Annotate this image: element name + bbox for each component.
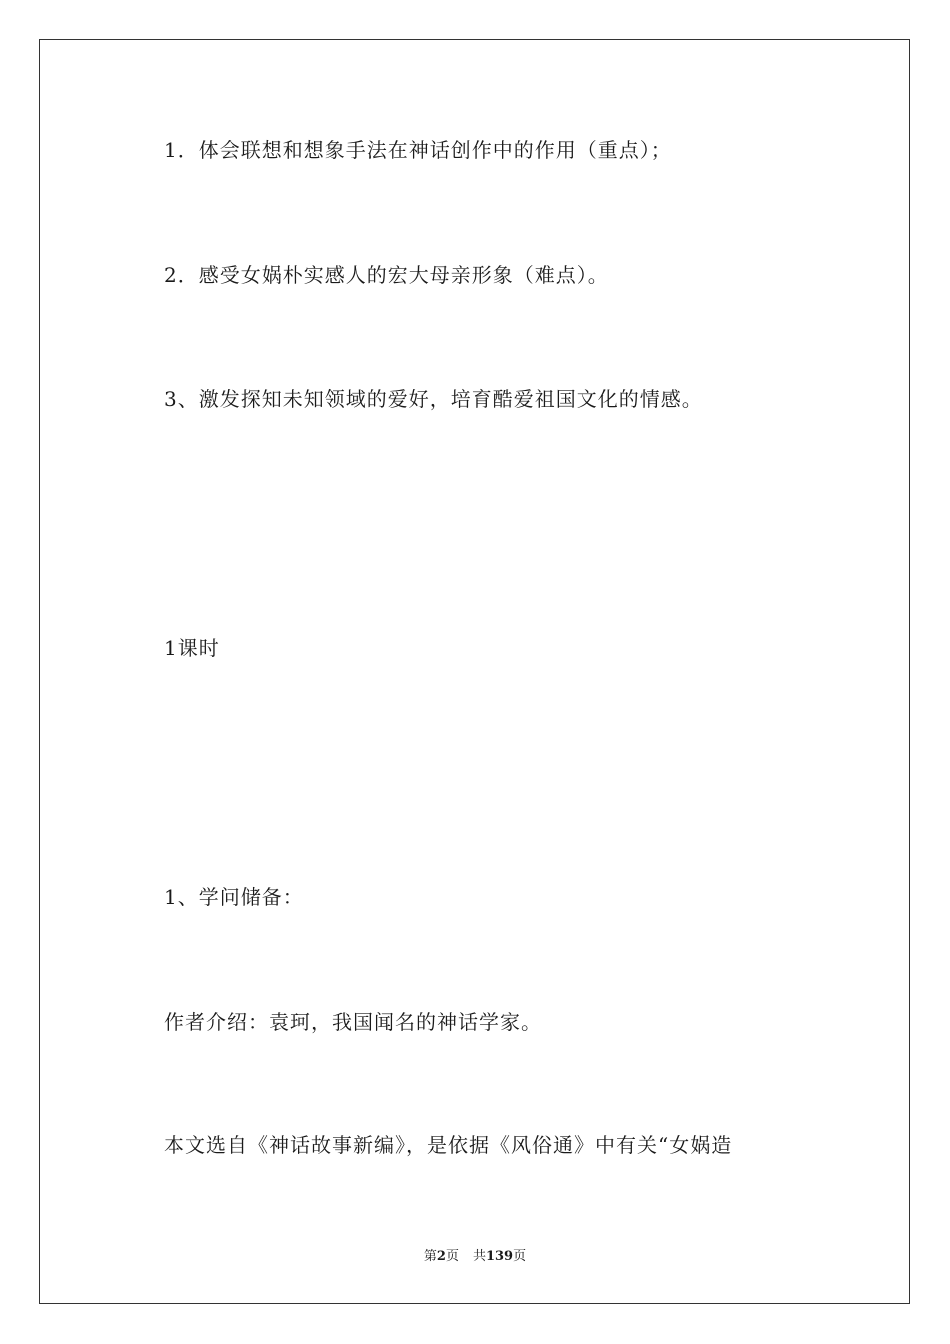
page-suffix: 页 xyxy=(445,1249,459,1264)
page-frame xyxy=(39,39,910,1304)
page-number: 2 xyxy=(436,1249,446,1264)
objective-1: 1．体会联想和想象手法在神话创作中的作用（重点）； xyxy=(164,138,672,162)
objective-3: 3、激发探知未知领域的爱好，培育酷爱祖国文化的情感。 xyxy=(164,387,703,411)
author-intro: 作者介绍：袁珂，我国闻名的神话学家。 xyxy=(164,1010,542,1034)
page-prefix: 第 xyxy=(423,1249,437,1264)
page-footer xyxy=(0,1249,950,1265)
total-pages: 139 xyxy=(485,1249,514,1264)
section-heading-knowledge: 1、学问储备： xyxy=(164,885,304,909)
total-suffix: 页 xyxy=(513,1249,527,1264)
class-hours: 1课时 xyxy=(164,636,220,660)
objective-2: 2．感受女娲朴实感人的宏大母亲形象（难点）。 xyxy=(164,263,609,287)
source-paragraph: 本文选自《神话故事新编》，是依据《风俗通》中有关“女娲造 xyxy=(164,1133,733,1157)
total-prefix: 共 xyxy=(472,1249,486,1264)
